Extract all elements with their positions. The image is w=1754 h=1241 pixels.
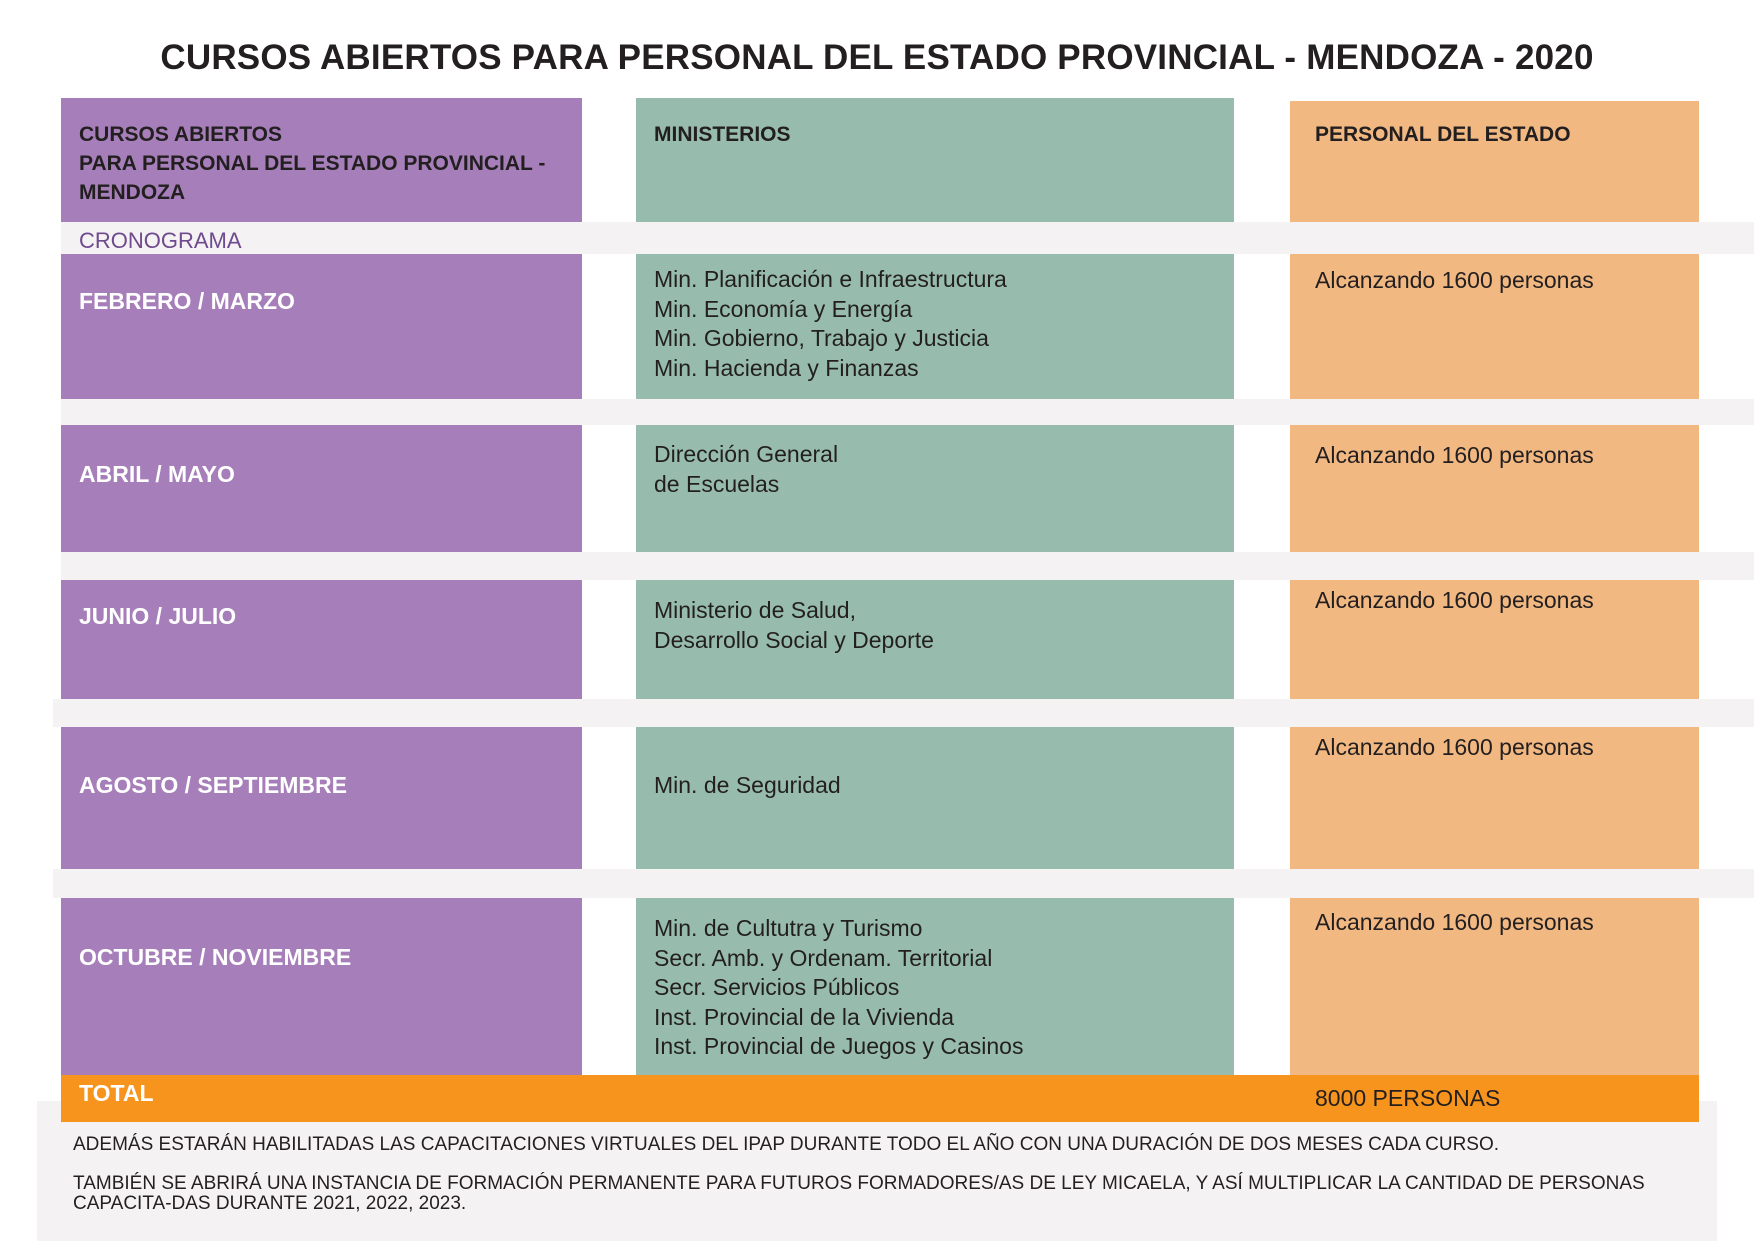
header-label: MINISTERIOS xyxy=(654,123,791,146)
header-personal-del-estado xyxy=(1290,101,1699,222)
reach-cell xyxy=(1290,254,1699,399)
note-virtual-courses: ADEMÁS ESTARÁN HABILITADAS LAS CAPACITACIONES VIRTUALES DEL IPAP DURANTE TODO EL AÑO CON UNA DURACIÓN DE DOS MESES CADA CURSO. xyxy=(73,1134,1500,1155)
total-row xyxy=(61,1075,1699,1122)
period-label: FEBRERO / MARZO xyxy=(79,288,295,314)
ministry-item: Min. Planificación e Infraestructura xyxy=(654,266,1007,292)
separator-band xyxy=(61,399,1754,425)
ministry-item: Min. de Seguridad xyxy=(654,772,841,798)
period-cell xyxy=(61,425,582,552)
reach-label: Alcanzando 1600 personas xyxy=(1315,442,1594,468)
ministry-item: Inst. Provincial de la Vivienda xyxy=(654,1003,955,1030)
notes-panel xyxy=(37,1101,1717,1241)
reach-label: Alcanzando 1600 personas xyxy=(1315,267,1594,293)
reach-label: Alcanzando 1600 personas xyxy=(1315,909,1594,935)
ministry-item: Dirección General xyxy=(654,441,839,467)
period-cell xyxy=(61,580,582,699)
period-cell xyxy=(61,727,582,869)
period-cell xyxy=(61,898,582,1075)
page-title: CURSOS ABIERTOS PARA PERSONAL DEL ESTADO PROVINCIAL - MENDOZA - 2020 xyxy=(160,38,1594,77)
header-line: CURSOS ABIERTOS xyxy=(79,123,283,146)
ministries-cell xyxy=(636,425,1234,552)
ministry-item: Min. Gobierno, Trabajo y Justicia xyxy=(654,325,989,351)
total-value: 8000 PERSONAS xyxy=(1315,1085,1501,1111)
period-label: ABRIL / MAYO xyxy=(79,461,235,487)
separator-band xyxy=(61,552,1754,580)
ministry-item: Inst. Provincial de Juegos y Casinos xyxy=(654,1033,1024,1059)
ministry-item: de Escuelas xyxy=(654,470,780,497)
ministries-cell xyxy=(636,254,1234,399)
period-label: JUNIO / JULIO xyxy=(79,603,237,629)
header-ministerios xyxy=(636,98,1234,222)
ministry-item: Secr. Amb. y Ordenam. Territorial xyxy=(654,944,993,971)
header-cursos-abiertos xyxy=(61,98,582,222)
header-label: PERSONAL DEL ESTADO xyxy=(1315,123,1571,146)
reach-cell xyxy=(1290,425,1699,552)
ministry-item: Min. de Cultutra y Turismo xyxy=(654,915,923,941)
reach-label: Alcanzando 1600 personas xyxy=(1315,734,1594,760)
period-label: AGOSTO / SEPTIEMBRE xyxy=(79,772,347,798)
separator-band xyxy=(61,222,1754,254)
note-ley-micaela: TAMBIÉN SE ABRIRÁ UNA INSTANCIA DE FORMACIÓN PERMANENTE PARA FUTUROS FORMADORES/AS DE LEY MICAELA, Y ASÍ MULTIPLICAR LA CANTIDAD DE PERSONAS CAPACITA-DAS DURANTE 2021, 2022, 2023. xyxy=(73,1173,1645,1214)
ministries-cell xyxy=(636,580,1234,699)
ministry-item: Desarrollo Social y Deporte xyxy=(654,626,934,653)
ministries-cell xyxy=(636,898,1234,1075)
header-line: MENDOZA xyxy=(79,181,186,204)
ministry-item: Secr. Servicios Públicos xyxy=(654,974,900,1000)
reach-cell xyxy=(1290,898,1699,1075)
cronograma-label: CRONOGRAMA xyxy=(79,228,242,253)
ministry-item: Min. Economía y Energía xyxy=(654,295,913,322)
reach-cell xyxy=(1290,727,1699,869)
period-cell xyxy=(61,254,582,399)
ministry-item: Ministerio de Salud, xyxy=(654,597,856,623)
reach-cell xyxy=(1290,580,1699,699)
total-label: TOTAL xyxy=(79,1080,154,1106)
reach-label: Alcanzando 1600 personas xyxy=(1315,587,1594,613)
ministries-cell xyxy=(636,727,1234,869)
ministry-item: Min. Hacienda y Finanzas xyxy=(654,354,919,381)
separator-band xyxy=(53,869,1754,898)
separator-band xyxy=(53,699,1754,727)
period-label: OCTUBRE / NOVIEMBRE xyxy=(79,944,352,970)
header-line: PARA PERSONAL DEL ESTADO PROVINCIAL - xyxy=(79,152,546,175)
